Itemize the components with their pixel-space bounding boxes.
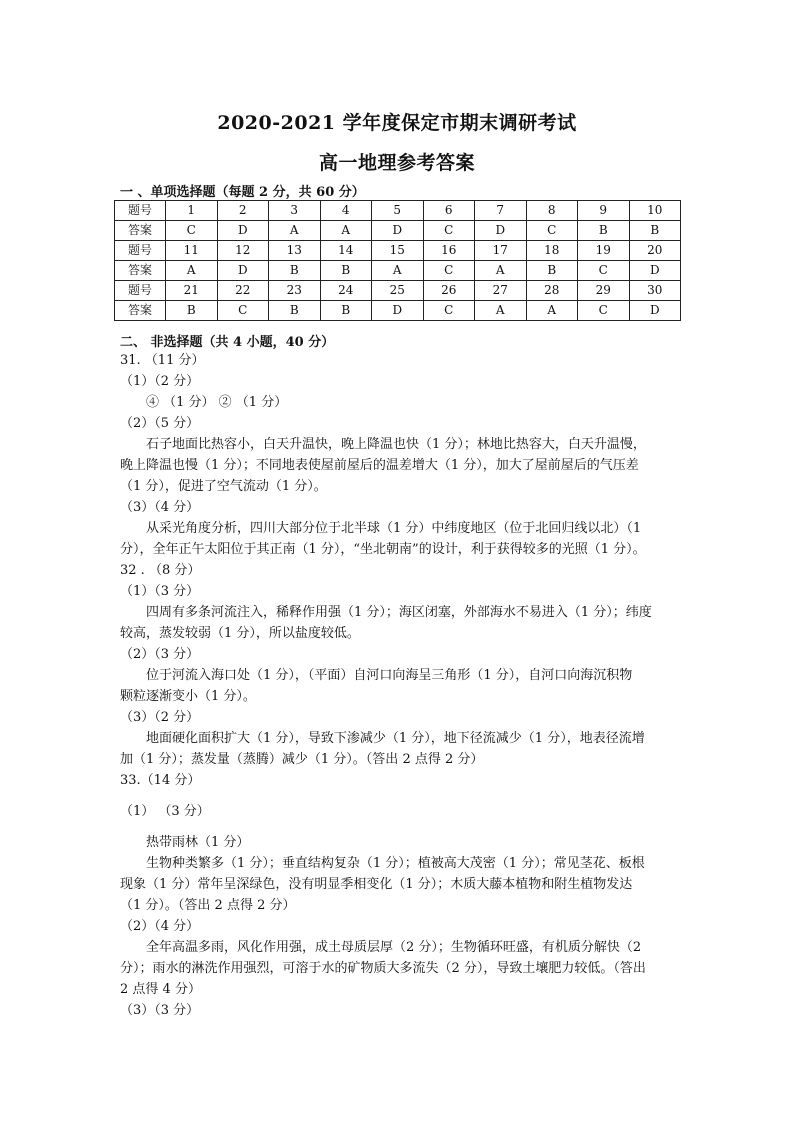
answer-cell: A [526,301,578,321]
answer-line: （3）（4 分） [120,500,200,515]
question-number-row [115,241,681,261]
answer-cell: C [166,221,218,241]
answer-line: 32 . （8 分） [120,563,201,578]
answer-cell: C [217,301,269,321]
answer-row [115,261,681,281]
question-number-cell: 30 [629,281,681,301]
question-number-cell: 9 [578,201,630,221]
question-number-cell: 15 [372,241,424,261]
question-number-cell: 27 [475,281,527,301]
page-title: 2020-2021 学年度保定市期末调研考试 [217,112,577,134]
answer-line: 分）；雨水的淋洗作用强烈，可溶于水的矿物质大多流失（2 分），导致土壤肥力较低。（答出 [120,961,646,976]
answer-row [115,301,681,321]
answer-line: 四周有多条河流注入，稀释作用强（1 分）；海区闭塞，外部海水不易进入（1 分）；纬度 [146,605,652,620]
answer-cell: A [475,301,527,321]
answer-cell: B [320,301,372,321]
answer-line: 分），全年正午太阳位于其正南（1 分），“坐北朝南”的设计，利于获得较多的光照（1 分）。 [120,542,646,557]
question-label-cell: 题号 [115,241,166,261]
question-number-cell: 4 [320,201,372,221]
question-number-cell: 14 [320,241,372,261]
answer-line: （3）（2 分） [120,710,200,725]
question-number-row [115,281,681,301]
answer-line: （2）（3 分） [120,647,200,662]
question-label-cell: 题号 [115,281,166,301]
answer-cell: A [166,261,218,281]
question-number-cell: 20 [629,241,681,261]
section-heading-choice: 一 、单项选择题（每题 2 分，共 60 分） [120,185,365,200]
question-label-cell: 题号 [115,201,166,221]
question-number-cell: 17 [475,241,527,261]
question-number-cell: 24 [320,281,372,301]
question-number-row [115,201,681,221]
question-number-cell: 23 [269,281,321,301]
answer-cell: C [423,221,475,241]
answer-line: 从采光角度分析，四川大部分位于北半球（1 分）中纬度地区（位于北回归线以北）（1 [146,521,642,536]
answer-line: 位于河流入海口处（1 分），（平面）自河口向海呈三角形（1 分），自河口向海沉积物 [146,668,633,683]
question-number-cell: 3 [269,201,321,221]
blank-spacer [120,822,680,832]
answer-cell: C [578,301,630,321]
question-number-cell: 26 [423,281,475,301]
question-number-cell: 25 [372,281,424,301]
question-number-cell: 7 [475,201,527,221]
answer-cell: C [578,261,630,281]
answer-line: 加（1 分）；蒸发量（蒸腾）减少（1 分）。（答出 2 点得 2 分） [120,752,484,767]
question-number-cell: 13 [269,241,321,261]
answer-line: （3）（3 分） [120,1003,200,1018]
question-number-cell: 21 [166,281,218,301]
answer-cell: D [629,301,681,321]
answer-cell: C [526,221,578,241]
answer-cell: B [269,301,321,321]
answer-line: ④ （1 分） ② （1 分） [146,395,288,410]
answer-cell: B [269,261,321,281]
answer-line: 33.（14 分） [120,773,201,788]
question-number-cell: 2 [217,201,269,221]
answer-line: （1） （3 分） [120,804,210,819]
question-number-cell: 6 [423,201,475,221]
answer-line: 热带雨林（1 分） [146,835,250,850]
answer-row [115,221,681,241]
page-subtitle: 高一地理参考答案 [318,152,475,174]
question-number-cell: 12 [217,241,269,261]
answer-cell: C [423,301,475,321]
section-heading-nonchoice: 二、 非选择题（共 4 小题，40 分） [120,335,335,350]
question-number-cell: 28 [526,281,578,301]
answer-line: 31. （11 分） [120,353,205,368]
question-number-cell: 1 [166,201,218,221]
question-number-cell: 8 [526,201,578,221]
answer-cell: B [629,221,681,241]
answer-cell: D [629,261,681,281]
question-number-cell: 16 [423,241,475,261]
answer-cell: D [217,261,269,281]
question-number-cell: 18 [526,241,578,261]
answer-line: 生物种类繁多（1 分）；垂直结构复杂（1 分）；植被高大茂密（1 分）；常见茎花、板根 [146,856,645,871]
answer-cell: A [320,221,372,241]
answer-cell: B [526,261,578,281]
answer-table [114,200,681,321]
answer-line: （1）（2 分） [120,374,200,389]
question-number-cell: 19 [578,241,630,261]
answer-line: 晚上降温也慢（1 分）；不同地表使屋前屋后的温差增大（1 分），加大了屋前屋后的气压差 [120,458,639,473]
question-number-cell: 29 [578,281,630,301]
answer-label-cell: 答案 [115,301,166,321]
answer-line: 颗粒逐渐变小（1 分）。 [120,689,256,704]
question-number-cell: 11 [166,241,218,261]
answer-line: 全年高温多雨，风化作用强，成土母质层厚（2 分）；生物循环旺盛，有机质分解快（2 [146,940,642,955]
answer-line: （2）（5 分） [120,416,200,431]
answer-cell: D [475,221,527,241]
answer-line: 石子地面比热容小，白天升温快，晚上降温也快（1 分）；林地比热容大，白天升温慢， [146,437,646,452]
answer-line: （2）（4 分） [120,919,200,934]
answer-label-cell: 答案 [115,221,166,241]
answer-line: 现象（1 分）常年呈深绿色，没有明显季相变化（1 分）；木质大藤本植物和附生植物发达 [120,877,633,892]
answer-line: （1 分），促进了空气流动（1 分）。 [120,479,327,494]
blank-spacer [120,791,680,801]
answer-cell: D [372,301,424,321]
question-number-cell: 5 [372,201,424,221]
answer-body [120,350,680,1021]
answer-cell: B [166,301,218,321]
answer-cell: A [475,261,527,281]
answer-cell: A [269,221,321,241]
answer-cell: D [217,221,269,241]
question-number-cell: 10 [629,201,681,221]
answer-line: （1）（3 分） [120,584,200,599]
answer-cell: D [372,221,424,241]
answer-cell: A [372,261,424,281]
question-number-cell: 22 [217,281,269,301]
answer-cell: B [320,261,372,281]
answer-label-cell: 答案 [115,261,166,281]
answer-line: （1 分）。（答出 2 点得 2 分） [120,898,296,913]
answer-cell: C [423,261,475,281]
answer-line: 2 点得 4 分） [120,982,201,997]
answer-line: 较高，蒸发较弱（1 分），所以盐度较低。 [120,626,360,641]
answer-cell: B [578,221,630,241]
answer-line: 地面硬化面积扩大（1 分），导致下渗减少（1 分），地下径流减少（1 分），地表径流增 [146,731,645,746]
